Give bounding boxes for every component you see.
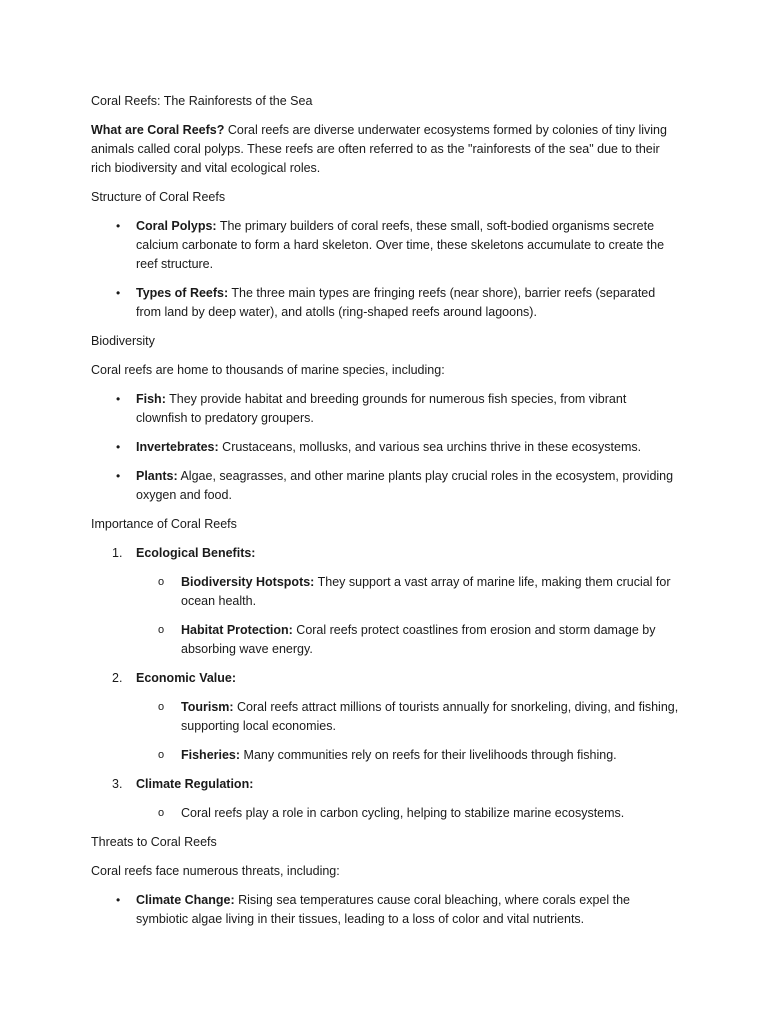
bullet-marker: • [116, 440, 121, 454]
bullet-marker: • [116, 893, 121, 907]
item-lead: Invertebrates: [136, 440, 219, 454]
bullet-marker: • [116, 286, 121, 300]
item-text: Rising sea temperatures cause coral bleaching, where corals expel the symbiotic algae living in their tissues, leading to a loss of color and vital nutrients. [136, 893, 630, 926]
sub-list [136, 573, 681, 659]
item-lead: Climate Change: [136, 893, 235, 907]
intro-text: Coral reefs are diverse underwater ecosystems formed by colonies of tiny living animals called coral polyps. These reefs are often referred to as the "rainforests of the sea" due to their rich biodiversity and vital ecological roles. [91, 123, 667, 175]
intro-lead: What are Coral Reefs? [91, 123, 225, 137]
item-lead: Tourism: [181, 700, 234, 714]
item-lead: Economic Value: [136, 671, 237, 685]
bullet-marker: • [116, 392, 121, 406]
numbered-item [91, 669, 681, 765]
structure-list [91, 217, 681, 322]
sub-item [136, 573, 681, 611]
importance-heading: Importance of Coral Reefs [91, 517, 237, 531]
document-title: Coral Reefs: The Rainforests of the Sea [91, 94, 313, 108]
biodiversity-intro: Coral reefs are home to thousands of marine species, including: [91, 363, 445, 377]
item-text: They provide habitat and breeding grounds for numerous fish species, from vibrant clownfish to predatory groupers. [136, 392, 627, 425]
structure-heading: Structure of Coral Reefs [91, 190, 226, 204]
item-text: The primary builders of coral reefs, these small, soft-bodied organisms secrete calcium carbonate to form a hard skeleton. Over time, these skeletons accumulate to create the reef structure. [136, 219, 665, 271]
item-text: Coral reefs attract millions of tourists annually for snorkeling, diving, and fishing, supporting local economies. [181, 700, 679, 733]
item-text: They support a vast array of marine life, making them crucial for ocean health. [181, 575, 671, 608]
circle-marker: o [158, 576, 165, 588]
sub-list [136, 698, 681, 765]
sub-item [136, 746, 681, 765]
bullet-marker: • [116, 219, 121, 233]
item-lead: Climate Regulation: [136, 777, 254, 791]
document-page [91, 92, 681, 939]
number-marker: 1. [112, 546, 123, 560]
list-item [91, 390, 681, 428]
biodiversity-list [91, 390, 681, 505]
circle-marker: o [158, 749, 165, 761]
item-lead: Biodiversity Hotspots: [181, 575, 315, 589]
list-item [91, 217, 681, 274]
sub-list [136, 804, 681, 823]
intro-paragraph [91, 121, 681, 178]
numbered-item [91, 775, 681, 823]
threats-list [91, 891, 681, 929]
item-text: Crustaceans, mollusks, and various sea urchins thrive in these ecosystems. [218, 440, 642, 454]
circle-marker: o [158, 701, 165, 713]
item-text: Algae, seagrasses, and other marine plants play crucial roles in the ecosystem, providing oxygen and food. [136, 469, 674, 502]
item-lead: Habitat Protection: [181, 623, 293, 637]
bullet-marker: • [116, 469, 121, 483]
item-lead: Ecological Benefits: [136, 546, 256, 560]
item-text: Coral reefs protect coastlines from erosion and storm damage by absorbing wave energy. [181, 623, 656, 656]
list-item [91, 438, 681, 457]
item-lead: Fish: [136, 392, 166, 406]
importance-list [91, 544, 681, 823]
item-lead: Fisheries: [181, 748, 241, 762]
numbered-item [91, 544, 681, 659]
sub-item [136, 621, 681, 659]
biodiversity-heading: Biodiversity [91, 334, 155, 348]
item-lead: Types of Reefs: [136, 286, 229, 300]
sub-item [136, 804, 681, 823]
circle-marker: o [158, 807, 165, 819]
item-lead: Plants: [136, 469, 178, 483]
number-marker: 2. [112, 671, 123, 685]
number-marker: 3. [112, 777, 123, 791]
threats-heading: Threats to Coral Reefs [91, 835, 217, 849]
item-lead: Coral Polyps: [136, 219, 217, 233]
sub-item [136, 698, 681, 736]
item-text: The three main types are fringing reefs (near shore), barrier reefs (separated from land by deep water), and atolls (ring-shaped reefs around lagoons). [136, 286, 656, 319]
list-item [91, 467, 681, 505]
threats-intro: Coral reefs face numerous threats, including: [91, 864, 340, 878]
list-item [91, 284, 681, 322]
list-item [91, 891, 681, 929]
item-text: Coral reefs play a role in carbon cycling, helping to stabilize marine ecosystems. [181, 806, 625, 820]
circle-marker: o [158, 624, 165, 636]
item-text: Many communities rely on reefs for their livelihoods through fishing. [240, 748, 617, 762]
